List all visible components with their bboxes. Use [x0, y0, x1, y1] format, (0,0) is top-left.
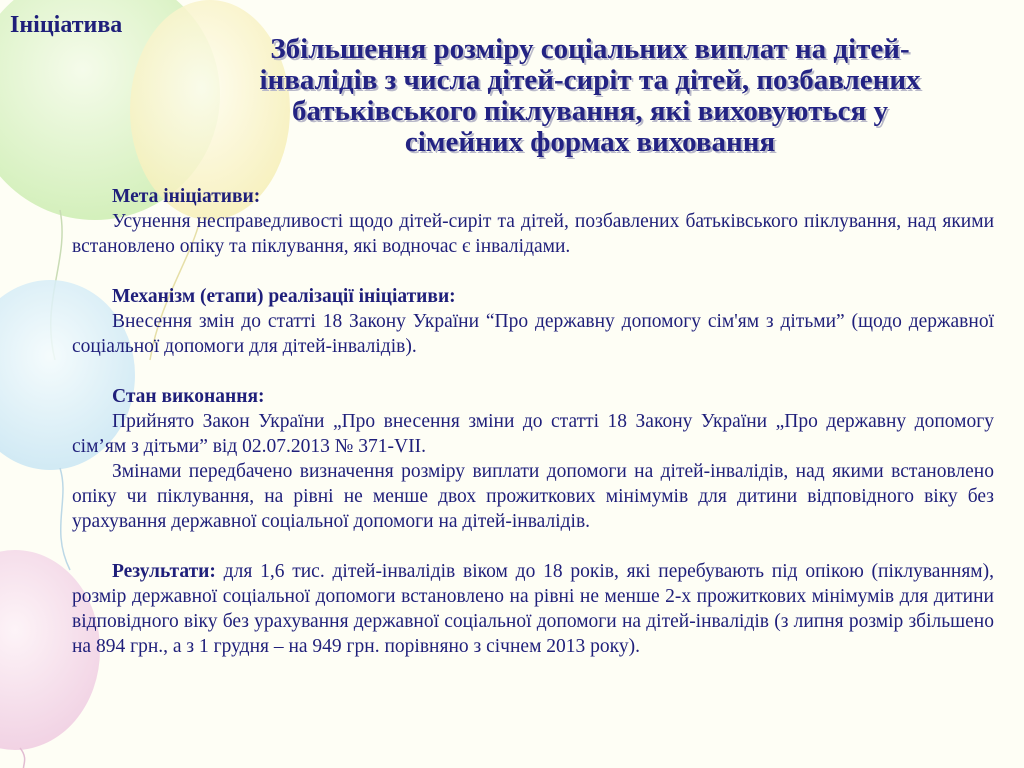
- status-heading: Стан виконання:: [112, 386, 265, 407]
- results-label: Результати:: [112, 561, 216, 582]
- spacer: [72, 359, 994, 384]
- slide-title: Збільшення розміру соціальних виплат на дітей-інвалідів з числа дітей-сиріт та дітей, позбавлених батьківського піклування, які виховуються у сімейних формах виховання: [259, 33, 921, 158]
- slide-body: [72, 184, 994, 659]
- mechanism-text: Внесення змін до статті 18 Закону України “Про державну допомогу сім'ям з дітьми” (щодо державної соціальної допомоги для дітей-інвалідів).: [72, 311, 994, 357]
- spacer: [72, 259, 994, 284]
- spacer: [72, 534, 994, 559]
- results-paragraph: [72, 559, 994, 659]
- goal-heading: Мета ініціативи:: [112, 186, 261, 207]
- goal-text: Усунення несправедливості щодо дітей-сиріт та дітей, позбавлених батьківського піклування, над якими встановлено опіку та піклування, які водночас є інвалідами.: [72, 211, 994, 257]
- results-text: для 1,6 тис. дітей-інвалідів віком до 18 років, які перебувають під опікою (піклуванням), розмір державної соціальної допомоги встановлено на рівні не менше 2-х прожиткових мінімумів для дитини відповідного віку без урахування державної соціальної допомоги на дітей-інвалідів (з липня розмір збільшено на 894 грн., а з 1 грудня – на 949 грн. порівняно з січнем 2013 року).: [72, 561, 994, 657]
- status-paragraph-1: Прийнято Закон України „Про внесення зміни до статті 18 Закону України „Про державну допомогу сім’ям з дітьми” від 02.07.2013 № 371-VII.: [72, 411, 994, 457]
- status-paragraph-2: Змінами передбачено визначення розміру виплати допомоги на дітей-інвалідів, над якими встановлено опіку чи піклування, на рівні не менше двох прожиткових мінімумів для дитини відповідного віку без урахування державної соціальної допомоги на дітей-інвалідів.: [72, 461, 994, 532]
- mechanism-heading: Механізм (етапи) реалізації ініціативи:: [112, 286, 456, 307]
- section-label: Ініціатива: [10, 12, 123, 38]
